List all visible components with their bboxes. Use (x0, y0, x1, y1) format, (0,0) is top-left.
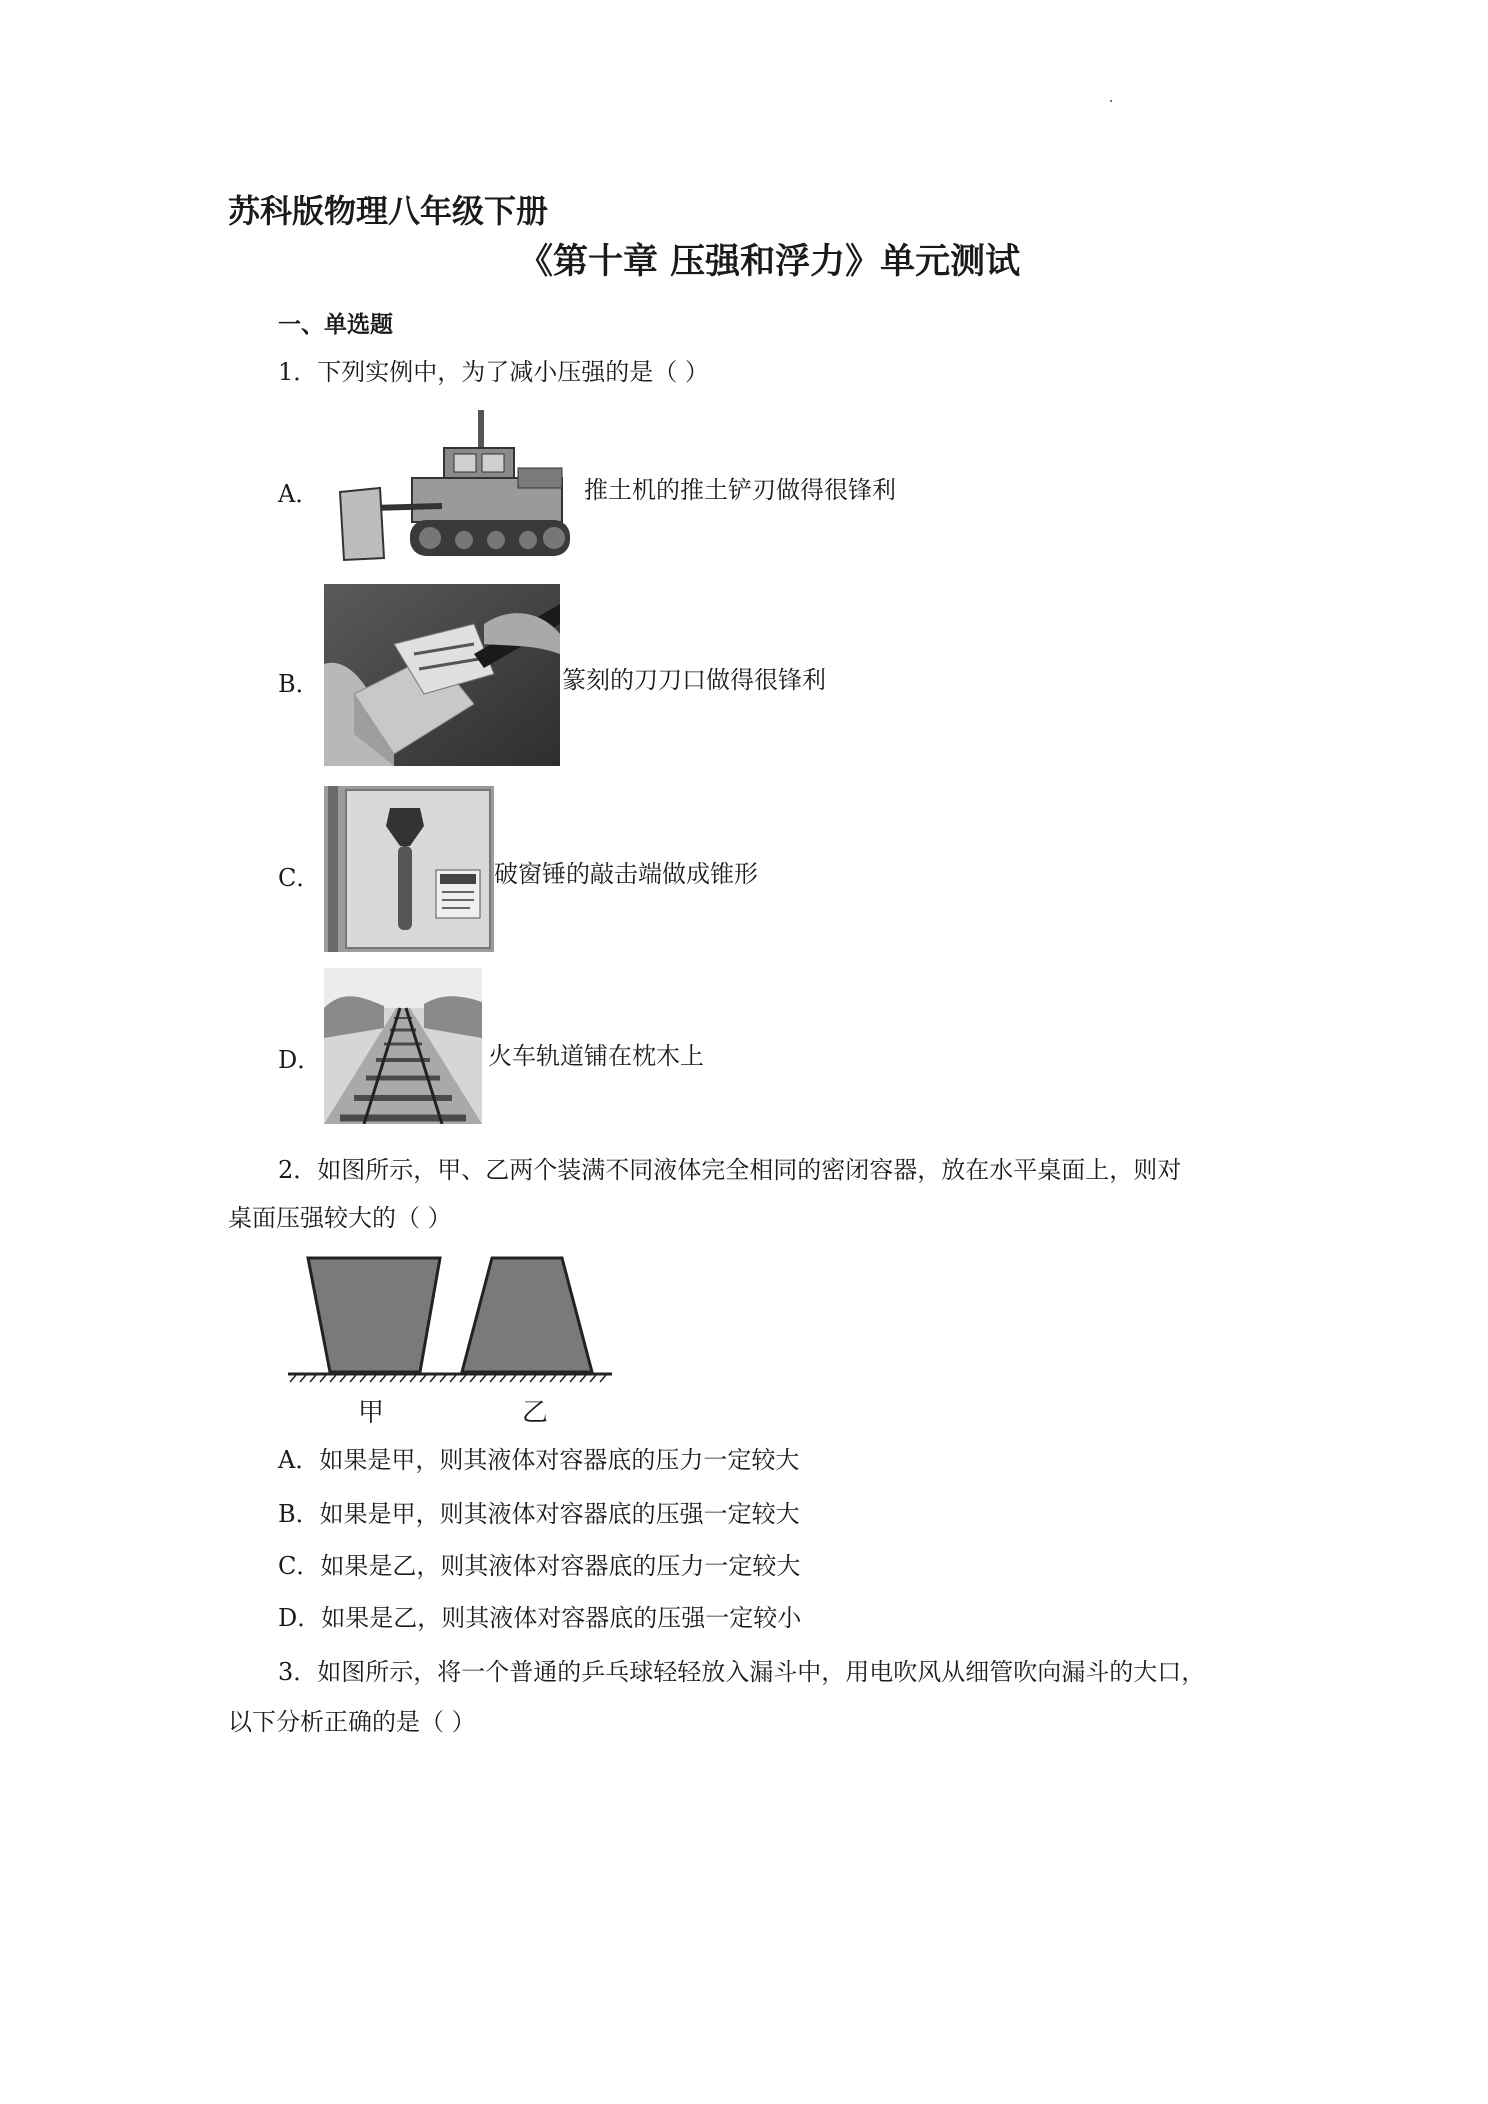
q1-option-c-text: 破窗锤的敲击端做成锥形 (494, 860, 758, 888)
seal-carving-photo (324, 584, 560, 766)
q1-option-d-text: 火车轨道铺在枕木上 (488, 1042, 704, 1070)
question-2-stem-line2: 桌面压强较大的（ ） (228, 1204, 452, 1232)
q1-option-a-label: A． (278, 480, 320, 508)
q2-option-b: B．如果是甲，则其液体对容器底的压强一定较大 (278, 1500, 800, 1528)
question-3-stem-line1: 3．如图所示，将一个普通的乒乓球轻轻放入漏斗中，用电吹风从细管吹向漏斗的大口， (278, 1658, 1206, 1686)
page-mark (1110, 100, 1112, 102)
q2-option-c: C．如果是乙，则其液体对容器底的压力一定较大 (278, 1552, 801, 1580)
q1-option-a-text: 推土机的推土铲刃做得很锋利 (584, 476, 896, 504)
containers-figure (286, 1254, 614, 1384)
q1-option-c-label: C． (278, 864, 321, 892)
question-1-stem: 1．下列实例中，为了减小压强的是（ ） (278, 358, 709, 386)
q2-option-a: A．如果是甲，则其液体对容器底的压力一定较大 (278, 1446, 800, 1474)
q1-option-b-text: 篆刻的刀刀口做得很锋利 (562, 666, 826, 694)
railway-track-photo (324, 968, 482, 1124)
figure-label-jia: 甲 (358, 1398, 385, 1428)
document-title: 苏科版物理八年级下册 (228, 192, 549, 230)
bulldozer-photo (332, 408, 578, 564)
q2-option-d: D．如果是乙，则其液体对容器底的压强一定较小 (278, 1604, 802, 1632)
q1-option-b-label: B． (278, 670, 320, 698)
q1-option-d-label: D． (278, 1046, 322, 1074)
safety-hammer-photo (324, 786, 494, 952)
question-2-stem-line1: 2．如图所示，甲、乙两个装满不同液体完全相同的密闭容器，放在水平桌面上，则对 (278, 1156, 1182, 1184)
section-heading: 一、单选题 (278, 312, 393, 338)
question-3-stem-line2: 以下分析正确的是（ ） (228, 1708, 476, 1736)
document-subtitle: 《第十章 压强和浮力》单元测试 (518, 242, 1021, 282)
figure-label-yi: 乙 (522, 1398, 549, 1428)
